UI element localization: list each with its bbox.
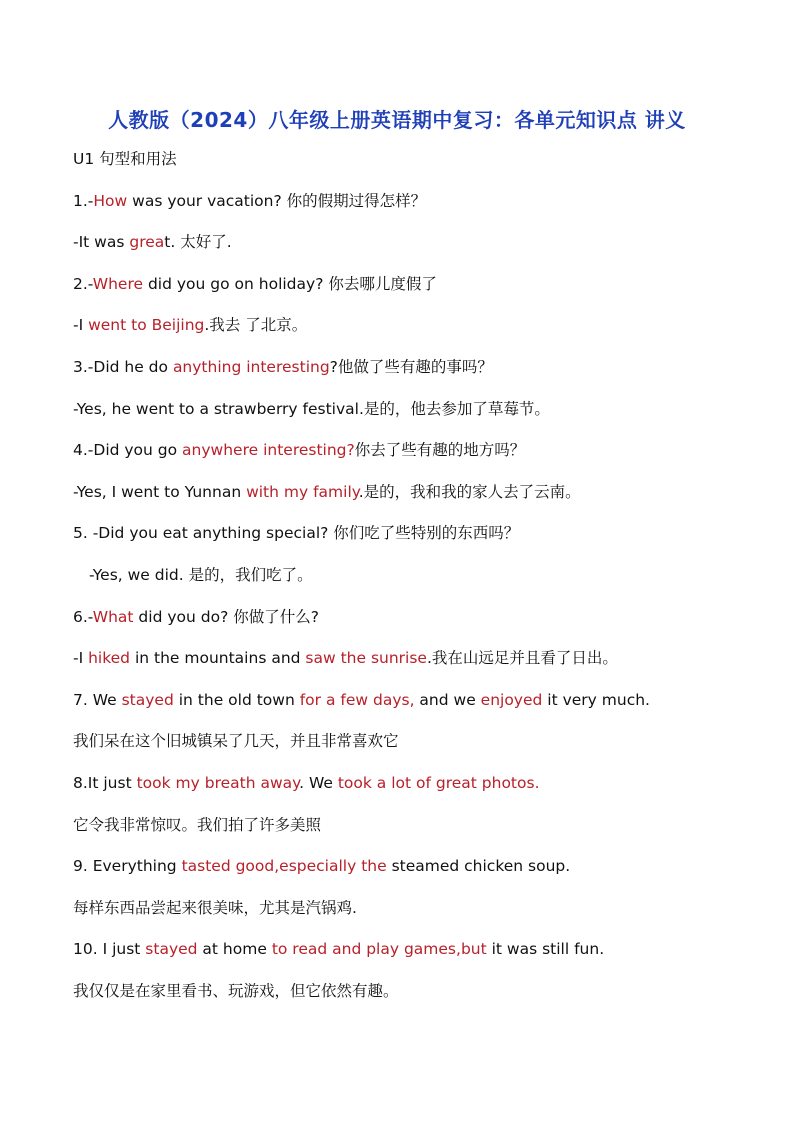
text-segment: -Yes, we did. 是的，我们吃了。 — [89, 566, 313, 584]
text-line — [73, 730, 399, 752]
highlighted-phrase: saw the sunrise — [305, 649, 427, 668]
text-segment: 7. We — [73, 690, 122, 709]
text-line — [73, 481, 581, 503]
text-line — [73, 897, 357, 919]
text-segment: it was still fun. — [486, 940, 605, 959]
text-segment: and we — [414, 690, 481, 709]
highlighted-phrase: tasted good,especially the — [181, 857, 387, 876]
text-line — [73, 522, 519, 544]
highlighted-phrase: enjoyed — [480, 690, 543, 709]
text-line — [73, 314, 307, 336]
text-line — [73, 190, 426, 212]
highlighted-phrase: anything interesting — [172, 358, 330, 376]
text-segment: in the mountains and — [130, 649, 306, 668]
text-segment: -I — [73, 649, 89, 668]
text-segment: 你去了些有趣的地方吗？ — [354, 441, 526, 460]
text-line — [73, 772, 540, 794]
highlighted-phrase: to read and play games,but — [271, 940, 487, 959]
text-segment: 4.-Did you go — [73, 441, 183, 460]
text-line — [73, 273, 437, 295]
text-line — [73, 398, 550, 420]
text-segment: -It was — [73, 233, 130, 252]
text-line — [73, 647, 618, 669]
text-segment: 9. Everything — [73, 857, 182, 876]
highlighted-phrase: took a lot of great photos. — [337, 774, 540, 792]
text-segment: t. 太好了. — [164, 233, 232, 252]
highlighted-phrase: stayed — [145, 940, 198, 959]
text-segment: did you go on holiday? 你去哪儿度假了 — [143, 274, 437, 293]
text-line — [73, 814, 321, 836]
text-segment: 6.- — [73, 607, 93, 626]
text-segment: .我去 了北京。 — [204, 316, 308, 335]
highlighted-phrase: stayed — [121, 690, 174, 709]
text-segment: at home — [197, 940, 272, 959]
text-line — [73, 689, 650, 711]
text-line — [73, 231, 232, 253]
highlighted-phrase: Where — [92, 274, 144, 293]
highlighted-phrase: for a few days, — [299, 690, 415, 709]
document-title: 人教版（2024）八年级上册英语期中复习：各单元知识点 讲义 — [108, 108, 686, 132]
text-segment: -I — [73, 316, 89, 335]
text-segment: -Yes, he went to a strawberry festival.是的，他去参加了草莓节。 — [73, 399, 550, 418]
text-segment: 8.It just — [73, 774, 137, 792]
text-segment: it very much. — [542, 690, 650, 709]
text-line — [73, 855, 570, 877]
text-segment: .我在山远足并且看了日出。 — [426, 649, 618, 668]
text-segment: did you do? 你做了什么? — [133, 607, 319, 626]
highlighted-phrase: hiked — [88, 649, 131, 668]
text-segment: 1.- — [73, 191, 94, 210]
text-segment: 10. I just — [73, 940, 146, 959]
highlighted-phrase: took my breath away — [136, 774, 300, 792]
highlighted-phrase: went to Beijing — [88, 316, 205, 335]
text-line — [73, 148, 177, 170]
text-segment: 我们呆在这个旧城镇呆了几天，并且非常喜欢它 — [73, 732, 399, 751]
text-segment: -Yes, I went to Yunnan — [73, 482, 247, 501]
highlighted-phrase: How — [93, 191, 128, 210]
text-segment: .是的，我和我的家人去了云南。 — [358, 482, 581, 501]
text-segment: 每样东西品尝起来很美味，尤其是汽锅鸡. — [73, 898, 357, 917]
text-segment: 3.-Did he do — [73, 358, 173, 376]
text-segment: 2.- — [73, 274, 93, 293]
highlighted-phrase: What — [92, 607, 134, 626]
text-segment: . We — [299, 774, 338, 792]
text-segment: 我仅仅是在家里看书、玩游戏，但它依然有趣。 — [73, 982, 399, 1000]
text-segment: ?他做了些有趣的事吗？ — [329, 358, 493, 376]
text-segment: in the old town — [173, 690, 300, 709]
text-line — [73, 439, 525, 461]
highlighted-phrase: anywhere interesting? — [182, 441, 355, 460]
text-segment: was your vacation? 你的假期过得怎样？ — [127, 191, 427, 210]
text-line — [73, 606, 319, 628]
text-line — [89, 564, 313, 586]
text-segment: U1 句型和用法 — [73, 150, 177, 168]
text-segment: steamed chicken soup. — [386, 857, 571, 876]
text-line — [73, 980, 399, 1002]
text-segment: 它令我非常惊叹。我们拍了许多美照 — [73, 815, 322, 834]
highlighted-phrase: with my family — [246, 482, 359, 501]
text-line — [73, 938, 604, 960]
text-line — [73, 356, 493, 378]
highlighted-phrase: grea — [129, 233, 165, 252]
text-segment: 5. -Did you eat anything special? 你们吃了些特别的东西吗？ — [73, 524, 520, 543]
